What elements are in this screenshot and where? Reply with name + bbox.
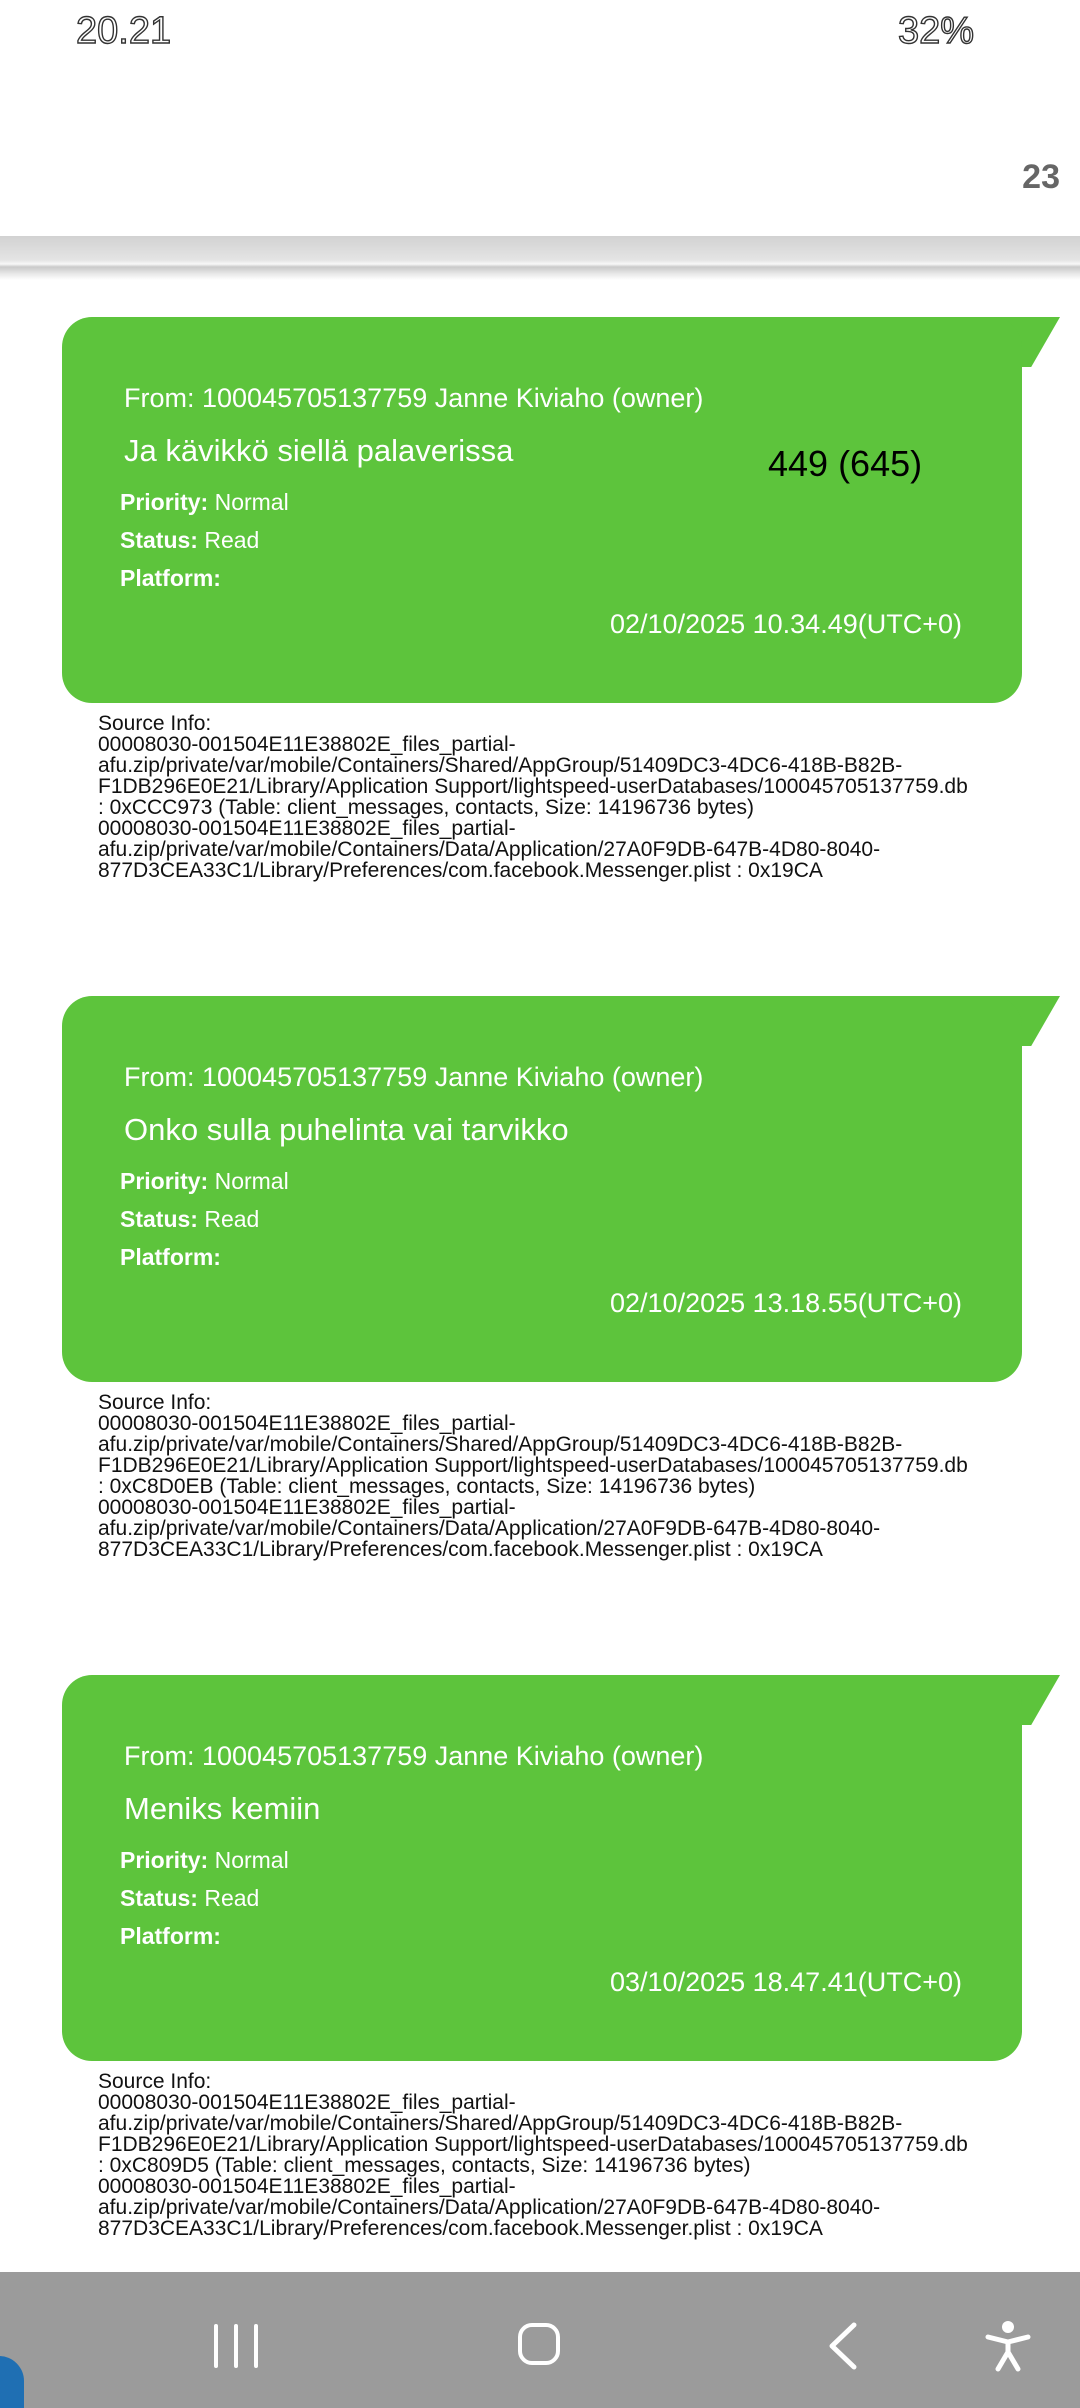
message-sender: From: 100045705137759 Janne Kiviaho (owner) [124,1741,704,1771]
message-sender: From: 100045705137759 Janne Kiviaho (owner) [124,1062,704,1092]
platform-label: Platform: [120,565,221,591]
source-info-line: 00008030-001504E11E38802E_files_partial- [98,817,516,840]
priority-value: Normal [214,489,289,515]
source-info-line: 00008030-001504E11E38802E_files_partial- [98,2091,516,2114]
status-label: Status: [120,1885,198,1911]
source-info-line: : 0xC809D5 (Table: client_messages, contacts, Size: 14196736 bytes) [98,2154,751,2177]
message-sender: From: 100045705137759 Janne Kiviaho (owner) [124,383,704,413]
source-info-line: 00008030-001504E11E38802E_files_partial- [98,733,516,756]
source-info-line: F1DB296E0E21/Library/Application Support/lightspeed-userDatabases/100045705137759.db [98,1454,968,1477]
message-timestamp: 03/10/2025 18.47.41(UTC+0) [610,1967,962,1997]
status-value: Read [204,527,260,553]
source-info-line: afu.zip/private/var/mobile/Containers/Shared/AppGroup/51409DC3-4DC6-418B-B82B- [98,1433,903,1456]
message-bubble[interactable] [62,996,1022,1382]
status-row [120,1885,259,1912]
message-body: Onko sulla puhelinta vai tarvikko [124,1112,569,1147]
source-info-line: afu.zip/private/var/mobile/Containers/Shared/AppGroup/51409DC3-4DC6-418B-B82B- [98,2112,903,2135]
status-label: Status: [120,1206,198,1232]
source-info-line: afu.zip/private/var/mobile/Containers/Shared/AppGroup/51409DC3-4DC6-418B-B82B- [98,754,903,777]
source-info-line: Source Info: [98,1391,212,1414]
priority-label: Priority: [120,489,209,515]
priority-label: Priority: [120,1168,209,1194]
platform-label: Platform: [120,1244,221,1270]
source-info [98,2071,1058,2239]
source-info-line: 877D3CEA33C1/Library/Preferences/com.facebook.Messenger.plist : 0x19CA [98,2217,823,2240]
home-icon[interactable] [518,2323,560,2365]
source-info [98,713,1058,881]
message-timestamp: 02/10/2025 13.18.55(UTC+0) [610,1288,962,1318]
source-info-line: 00008030-001504E11E38802E_files_partial- [98,1412,516,1435]
source-info-line: : 0xCCC973 (Table: client_messages, contacts, Size: 14196736 bytes) [98,796,755,819]
priority-label: Priority: [120,1847,209,1873]
status-label: Status: [120,527,198,553]
message-timestamp: 02/10/2025 10.34.49(UTC+0) [610,609,962,639]
priority-row [120,1847,289,1874]
message-body: Ja kävikkö siellä palaverissa [124,433,514,468]
source-info-line: Source Info: [98,2070,212,2093]
status-row [120,1206,259,1233]
message-body: Meniks kemiin [124,1791,321,1826]
accessibility-icon[interactable] [985,2320,1031,2372]
source-info-line: 00008030-001504E11E38802E_files_partial- [98,1496,516,1519]
status-row [120,527,259,554]
priority-value: Normal [214,1168,289,1194]
recent-apps-icon[interactable] [214,2324,260,2368]
platform-row [120,1923,221,1950]
page-number: 23 [1022,158,1060,196]
message-item [0,996,1080,1616]
navigation-bar [0,2272,1080,2408]
status-value: Read [204,1885,260,1911]
status-time: 20.21 [76,10,172,52]
message-bubble[interactable] [62,1675,1022,2061]
source-info-line: afu.zip/private/var/mobile/Containers/Data/Application/27A0F9DB-647B-4D80-8040- [98,1517,881,1540]
platform-label: Platform: [120,1923,221,1949]
message-bubble[interactable] [62,317,1022,703]
message-item [0,317,1080,937]
priority-value: Normal [214,1847,289,1873]
source-info-line: 877D3CEA33C1/Library/Preferences/com.facebook.Messenger.plist : 0x19CA [98,859,823,882]
platform-row [120,1244,221,1271]
source-info-line: 00008030-001504E11E38802E_files_partial- [98,2175,516,2198]
priority-row [120,489,289,516]
header-divider [0,236,1080,280]
source-info-line: : 0xC8D0EB (Table: client_messages, contacts, Size: 14196736 bytes) [98,1475,756,1498]
priority-row [120,1168,289,1195]
status-battery: 32% [898,10,975,52]
back-icon[interactable] [826,2322,860,2370]
source-info-line: afu.zip/private/var/mobile/Containers/Data/Application/27A0F9DB-647B-4D80-8040- [98,838,881,861]
status-value: Read [204,1206,260,1232]
source-info [98,1392,1058,1560]
source-info-line: afu.zip/private/var/mobile/Containers/Data/Application/27A0F9DB-647B-4D80-8040- [98,2196,881,2219]
source-info-line: Source Info: [98,712,212,735]
message-counter: 449 (645) [768,443,923,484]
platform-row [120,565,221,592]
source-info-line: F1DB296E0E21/Library/Application Support/lightspeed-userDatabases/100045705137759.db [98,775,968,798]
message-item [0,1675,1080,2295]
source-info-line: F1DB296E0E21/Library/Application Support/lightspeed-userDatabases/100045705137759.db [98,2133,968,2156]
source-info-line: 877D3CEA33C1/Library/Preferences/com.facebook.Messenger.plist : 0x19CA [98,1538,823,1561]
